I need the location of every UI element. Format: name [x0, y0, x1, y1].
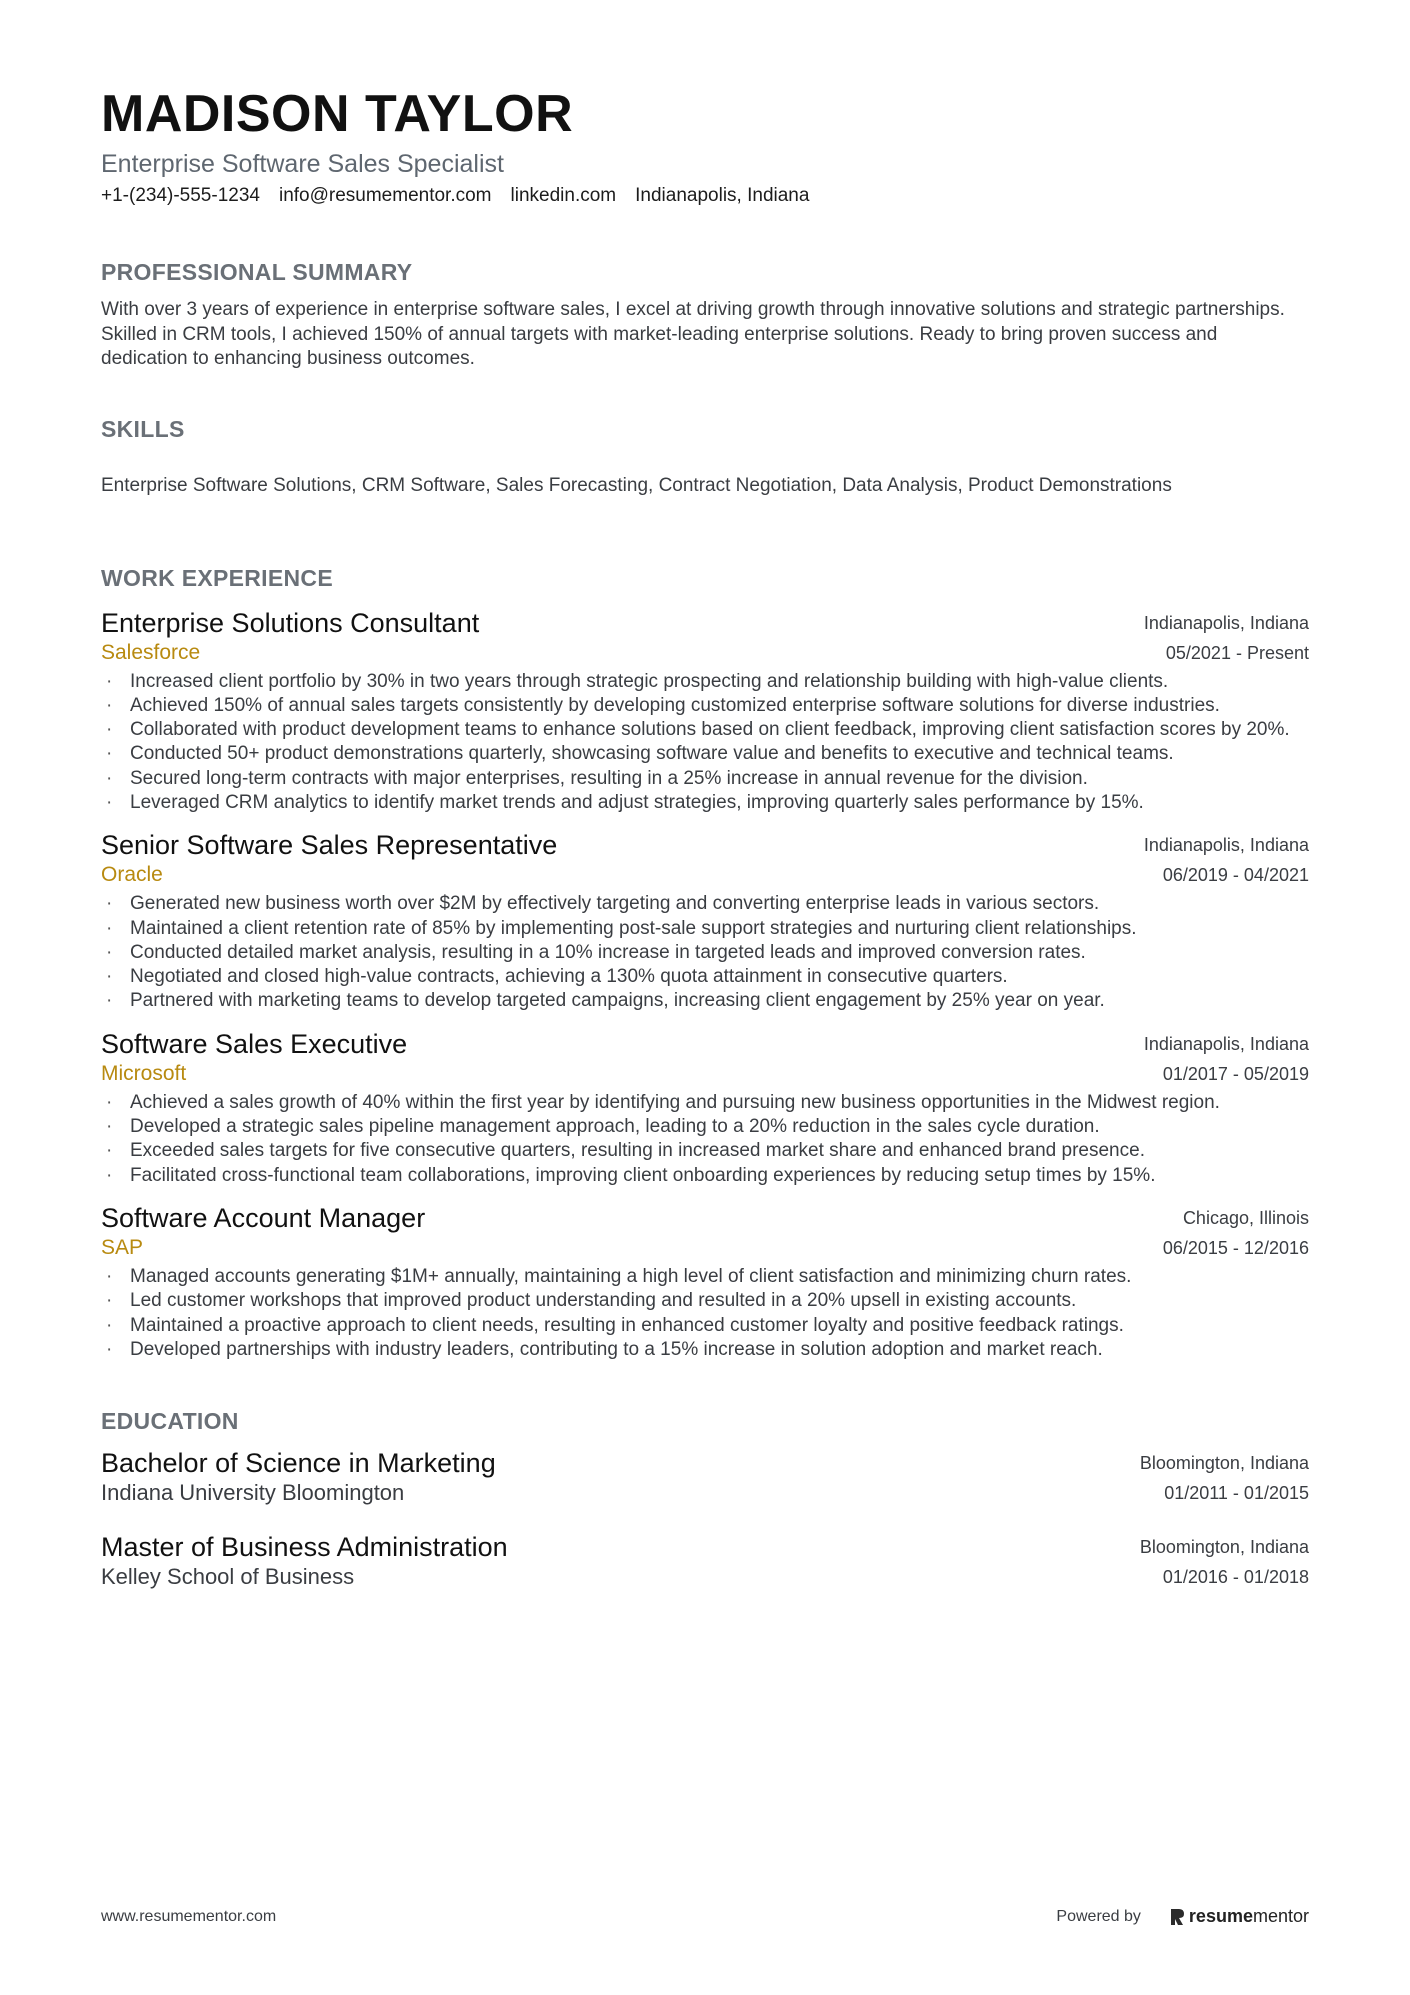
job-bullet: · Led customer workshops that improved product understanding and resulted in a 20% upsell in existing accounts. [101, 1289, 1309, 1313]
work-experience-section [101, 563, 1309, 1363]
job-bullet: · Secured long-term contracts with major enterprises, resulting in a 25% increase in annual revenue for the division. [101, 767, 1309, 791]
logo-text-bold: resume [1188, 1906, 1253, 1926]
job-bullet: · Developed partnerships with industry leaders, contributing to a 15% increase in solution adoption and market reach. [101, 1338, 1309, 1362]
job-bullet: · Managed accounts generating $1M+ annually, maintaining a high level of client satisfaction and minimizing churn rates. [101, 1265, 1309, 1289]
skills-list: Enterprise Software Solutions, CRM Software, Sales Forecasting, Contract Negotiation, Data Analysis, Product Demonstrations [101, 474, 1172, 496]
footer-url[interactable]: www.resumementor.com [101, 1907, 277, 1925]
job-entry [101, 1203, 1309, 1362]
powered-by-label: Powered by [1056, 1907, 1141, 1925]
job-title: Senior Software Sales Representative [101, 830, 558, 861]
job-bullets [101, 670, 1309, 816]
work-experience-heading: WORK EXPERIENCE [101, 564, 333, 591]
job-company: Oracle [101, 863, 163, 887]
education-location: Bloomington, Indiana [1139, 1453, 1309, 1474]
job-bullet: · Maintained a client retention rate of 85% by implementing post-sale support strategies and nurturing client relationships. [101, 917, 1309, 941]
resumementor-logo[interactable] [1169, 1906, 1309, 1927]
education-dates: 01/2016 - 01/2018 [1162, 1567, 1309, 1588]
summary-section [101, 257, 1309, 372]
job-title: Software Account Manager [101, 1202, 426, 1233]
contact-email[interactable]: info@resumementor.com [278, 185, 492, 206]
job-location: Indianapolis, Indiana [1143, 612, 1309, 633]
job-bullet: · Partnered with marketing teams to develop targeted campaigns, increasing client engagement by 25% year on year. [101, 989, 1309, 1013]
resume-header [101, 84, 1309, 211]
job-bullet: · Exceeded sales targets for five consecutive quarters, resulting in increased market share and enhanced brand presence. [101, 1139, 1309, 1163]
job-company: Salesforce [101, 640, 201, 664]
job-bullet: · Generated new business worth over $2M by effectively targeting and converting enterprise leads in various sectors. [101, 892, 1309, 916]
job-bullet: · Collaborated with product development teams to enhance solutions based on client feedback, improving client satisfaction scores by 20%. [101, 718, 1309, 742]
job-bullet: · Increased client portfolio by 30% in two years through strategic prospecting and relationship building with high-value clients. [101, 670, 1309, 694]
job-bullet: · Conducted detailed market analysis, resulting in a 10% increase in targeted leads and improved conversion rates. [101, 941, 1309, 965]
resumementor-logo-icon [1169, 1907, 1185, 1927]
job-dates: 06/2019 - 04/2021 [1162, 865, 1309, 886]
job-bullet: · Negotiated and closed high-value contracts, achieving a 130% quota attainment in consecutive quarters. [101, 965, 1309, 989]
degree-title: Bachelor of Science in Marketing [101, 1448, 496, 1479]
contact-phone[interactable]: +1-(234)-555-1234 [101, 185, 260, 206]
job-entry [101, 1029, 1309, 1188]
job-title: Enterprise Solutions Consultant [101, 607, 480, 638]
job-dates: 05/2021 - Present [1165, 642, 1309, 663]
job-location: Chicago, Illinois [1182, 1207, 1309, 1228]
job-location: Indianapolis, Indiana [1143, 835, 1309, 856]
job-bullets [101, 1091, 1309, 1188]
job-bullets [101, 1265, 1309, 1362]
education-heading: EDUCATION [101, 1408, 239, 1435]
job-location: Indianapolis, Indiana [1143, 1033, 1309, 1054]
job-company: Microsoft [101, 1061, 187, 1085]
school-name: Kelley School of Business [101, 1564, 355, 1590]
job-bullet: · Achieved 150% of annual sales targets consistently by developing customized enterprise software solutions for diverse industries. [101, 694, 1309, 718]
school-name: Indiana University Bloomington [101, 1480, 405, 1506]
degree-title: Master of Business Administration [101, 1532, 508, 1563]
candidate-name: MADISON TAYLOR [101, 85, 574, 143]
candidate-title: Enterprise Software Sales Specialist [101, 150, 504, 178]
page-footer [101, 1906, 1309, 1927]
job-bullet: · Leveraged CRM analytics to identify market trends and adjust strategies, improving quarterly sales performance by 15%. [101, 791, 1309, 815]
summary-text: With over 3 years of experience in enterprise software sales, I excel at driving growth through innovative solutions and strategic partnerships. Skilled in CRM tools, I achieved 150% of annual targets with market-leading enterprise solutions. Ready to bring proven success and dedication to enhancing business outcomes. [101, 299, 1285, 369]
job-bullet: · Conducted 50+ product demonstrations quarterly, showcasing software value and benefits to executive and technical teams. [101, 742, 1309, 766]
contact-linkedin[interactable]: linkedin.com [510, 185, 617, 206]
education-dates: 01/2011 - 01/2015 [1164, 1483, 1309, 1504]
education-location: Bloomington, Indiana [1139, 1537, 1309, 1558]
job-bullet: · Achieved a sales growth of 40% within the first year by identifying and pursuing new business opportunities in the Midwest region. [101, 1091, 1309, 1115]
skills-section [101, 414, 1309, 499]
job-entry [101, 830, 1309, 1013]
summary-heading: PROFESSIONAL SUMMARY [101, 259, 413, 285]
job-title: Software Sales Executive [101, 1028, 408, 1059]
powered-by [1056, 1906, 1309, 1927]
contact-info [101, 181, 1309, 211]
job-bullet: · Maintained a proactive approach to client needs, resulting in enhanced customer loyalty and positive feedback ratings. [101, 1314, 1309, 1338]
job-dates: 06/2015 - 12/2016 [1162, 1237, 1309, 1258]
education-entry [101, 1448, 1309, 1508]
job-bullets [101, 892, 1309, 1013]
job-company: SAP [101, 1235, 144, 1259]
education-entry [101, 1532, 1309, 1592]
logo-text-light: mentor [1252, 1906, 1309, 1926]
skills-heading: SKILLS [101, 415, 185, 442]
job-entry [101, 608, 1309, 816]
job-bullet: · Developed a strategic sales pipeline management approach, leading to a 20% reduction in the sales cycle duration. [101, 1115, 1309, 1139]
job-dates: 01/2017 - 05/2019 [1162, 1063, 1309, 1084]
education-section [101, 1406, 1309, 1592]
job-bullet: · Facilitated cross-functional team collaborations, improving client onboarding experiences by reducing setup times by 15%. [101, 1164, 1309, 1188]
contact-location: Indianapolis, Indiana [635, 185, 810, 206]
